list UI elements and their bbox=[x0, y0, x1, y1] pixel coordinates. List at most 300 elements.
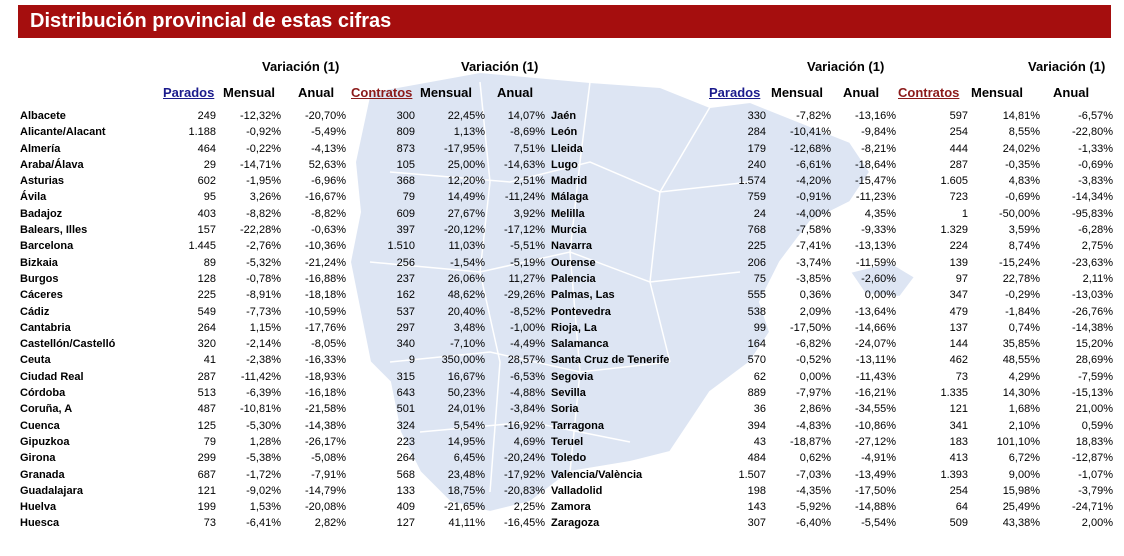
contratos-anual-cell-left: -8,69% bbox=[510, 126, 545, 139]
contratos-mensual-cell-right: 4,83% bbox=[1008, 175, 1040, 188]
contratos-cell-left: 397 bbox=[396, 224, 415, 237]
parados-mensual-cell-left: -6,41% bbox=[246, 517, 281, 530]
parados-anual-cell-right: -24,07% bbox=[855, 338, 896, 351]
contratos-mensual-cell-right: 8,74% bbox=[1008, 240, 1040, 253]
contratos-cell-left: 873 bbox=[396, 142, 415, 155]
parados-anual-cell-left: -0,63% bbox=[311, 224, 346, 237]
parados-anual-cell-right: -18,64% bbox=[855, 158, 896, 171]
province-name-right: León bbox=[551, 126, 578, 139]
contratos-link-right[interactable]: Contratos bbox=[898, 85, 960, 100]
province-name-left: Barcelona bbox=[20, 240, 74, 253]
province-name-left: Córdoba bbox=[20, 387, 66, 400]
contratos-mensual-cell-right: -0,29% bbox=[1005, 289, 1040, 302]
parados-anual-cell-left: -16,33% bbox=[305, 354, 346, 367]
contratos-cell-right: 287 bbox=[949, 158, 968, 171]
parados-mensual-cell-right: -18,87% bbox=[790, 435, 831, 448]
parados-mensual-cell-right: -6,61% bbox=[796, 158, 831, 171]
parados-anual-cell-right: -11,43% bbox=[855, 370, 896, 383]
contratos-cell-left: 223 bbox=[396, 435, 415, 448]
province-name-right: Ourense bbox=[551, 256, 596, 269]
parados-cell-left: 549 bbox=[197, 305, 216, 318]
contratos-mensual-cell-right: 15,98% bbox=[1002, 484, 1040, 497]
contratos-mensual-cell-right: 9,00% bbox=[1008, 468, 1040, 481]
contratos-cell-right: 597 bbox=[949, 110, 968, 122]
parados-mensual-cell-left: 1,28% bbox=[249, 435, 281, 448]
parados-mensual-cell-right: -4,35% bbox=[796, 484, 831, 497]
parados-mensual-cell-left: -11,42% bbox=[240, 370, 281, 383]
parados-cell-right: 484 bbox=[747, 452, 766, 465]
parados-mensual-cell-right: -0,91% bbox=[796, 191, 831, 204]
parados-anual-cell-left: -18,18% bbox=[305, 289, 346, 302]
contratos-mensual-cell-left: 11,03% bbox=[448, 240, 485, 253]
contratos-cell-right: 64 bbox=[955, 501, 968, 514]
parados-anual-cell-left: -16,67% bbox=[305, 191, 346, 204]
parados-mensual-cell-left: -6,39% bbox=[246, 387, 281, 400]
province-name-right: Pontevedra bbox=[551, 305, 611, 318]
parados-anual-cell-left: -5,49% bbox=[311, 126, 346, 139]
contratos-cell-right: 254 bbox=[949, 126, 968, 139]
province-name-left: Balears, Illes bbox=[20, 224, 88, 237]
table-row bbox=[0, 369, 1124, 385]
province-name-right: Santa Cruz de Tenerife bbox=[551, 354, 670, 367]
parados-cell-left: 602 bbox=[197, 175, 216, 188]
parados-mensual-cell-right: -6,82% bbox=[796, 338, 831, 351]
parados-anual-cell-right: -13,64% bbox=[855, 305, 896, 318]
contratos-anual-cell-right: 28,69% bbox=[1075, 354, 1113, 367]
contratos-mensual-cell-right: -0,35% bbox=[1005, 158, 1040, 171]
province-name-right: Melilla bbox=[551, 207, 585, 220]
province-name-left: Granada bbox=[20, 468, 65, 481]
parados-anual-cell-left: 52,63% bbox=[308, 158, 346, 171]
contratos-anual-cell-left: 2,51% bbox=[513, 175, 545, 188]
parados-cell-left: 487 bbox=[197, 403, 216, 416]
parados-cell-left: 264 bbox=[197, 321, 216, 334]
parados-mensual-cell-left: -0,78% bbox=[246, 272, 281, 285]
province-name-right: Málaga bbox=[551, 191, 589, 204]
parados-mensual-cell-left: -1,95% bbox=[246, 175, 281, 188]
contratos-cell-right: 139 bbox=[949, 256, 968, 269]
table-row bbox=[0, 304, 1124, 320]
contratos-anual-cell-left: -4,49% bbox=[510, 338, 545, 351]
contratos-cell-left: 237 bbox=[396, 272, 415, 285]
parados-mensual-cell-right: -7,82% bbox=[796, 110, 831, 122]
province-name-left: Guadalajara bbox=[20, 484, 83, 497]
parados-anual-cell-left: -7,91% bbox=[311, 468, 346, 481]
parados-cell-right: 99 bbox=[753, 321, 766, 334]
contratos-anual-cell-right: -95,83% bbox=[1072, 207, 1113, 220]
contratos-anual-cell-right: -6,28% bbox=[1078, 224, 1113, 237]
contratos-cell-left: 568 bbox=[396, 468, 415, 481]
table-row bbox=[0, 255, 1124, 271]
parados-mensual-cell-right: 2,09% bbox=[799, 305, 831, 318]
parados-anual-cell-right: -5,54% bbox=[861, 517, 896, 530]
contratos-anual-cell-left: 2,25% bbox=[513, 501, 545, 514]
parados-cell-left: 403 bbox=[197, 207, 216, 220]
variation-header-contratos-right: Variación (1) bbox=[1028, 59, 1106, 74]
parados-cell-left: 199 bbox=[197, 501, 216, 514]
contratos-cell-right: 1.329 bbox=[940, 224, 968, 237]
contratos-cell-left: 79 bbox=[402, 191, 415, 204]
contratos-anual-cell-right: -12,87% bbox=[1072, 452, 1113, 465]
parados-anual-cell-right: -34,55% bbox=[855, 403, 896, 416]
contratos-mensual-cell-left: 350,00% bbox=[441, 354, 485, 367]
parados-anual-cell-right: -13,16% bbox=[855, 110, 896, 122]
parados-cell-right: 198 bbox=[747, 484, 766, 497]
contratos-cell-left: 9 bbox=[408, 354, 415, 367]
parados-anual-cell-right: -17,50% bbox=[855, 484, 896, 497]
province-name-right: Navarra bbox=[551, 240, 592, 253]
parados-cell-right: 24 bbox=[753, 207, 766, 220]
parados-cell-left: 320 bbox=[197, 338, 216, 351]
contratos-mensual-cell-right: 8,55% bbox=[1008, 126, 1040, 139]
table-row bbox=[0, 515, 1124, 531]
province-name-left: Almería bbox=[20, 142, 61, 155]
province-name-right: Palencia bbox=[551, 272, 596, 285]
parados-anual-cell-left: 2,82% bbox=[314, 517, 346, 530]
parados-mensual-cell-right: -12,68% bbox=[790, 142, 831, 155]
contratos-cell-right: 254 bbox=[949, 484, 968, 497]
parados-anual-cell-left: -8,05% bbox=[311, 338, 346, 351]
province-name-right: Lleida bbox=[551, 142, 583, 155]
contratos-mensual-cell-left: 20,40% bbox=[447, 305, 485, 318]
province-name-left: Cáceres bbox=[20, 289, 63, 302]
province-name-right: Murcia bbox=[551, 224, 587, 237]
contratos-anual-cell-right: -22,80% bbox=[1072, 126, 1113, 139]
parados-cell-right: 570 bbox=[747, 354, 766, 367]
contratos-anual-cell-right: -1,33% bbox=[1078, 142, 1113, 155]
parados-mensual-cell-right: -7,03% bbox=[796, 468, 831, 481]
province-name-left: Ceuta bbox=[20, 354, 51, 367]
contratos-mensual-cell-left: 22,45% bbox=[447, 110, 485, 122]
parados-anual-cell-left: -17,76% bbox=[305, 321, 346, 334]
parados-cell-right: 179 bbox=[747, 142, 766, 155]
parados-mensual-cell-left: 1,53% bbox=[249, 501, 281, 514]
parados-anual-cell-right: -2,60% bbox=[861, 272, 896, 285]
parados-link-left[interactable]: Parados bbox=[163, 85, 215, 100]
parados-cell-right: 759 bbox=[747, 191, 766, 204]
contratos-mensual-cell-right: 2,10% bbox=[1008, 419, 1040, 432]
contratos-anual-cell-left: -17,92% bbox=[504, 468, 545, 481]
province-name-right: Valencia/València bbox=[551, 468, 643, 481]
parados-cell-left: 513 bbox=[197, 387, 216, 400]
parados-anual-cell-left: -21,58% bbox=[305, 403, 346, 416]
contratos-anual-cell-left: 7,51% bbox=[513, 142, 545, 155]
anual-header-parados-right: Anual bbox=[843, 85, 880, 100]
parados-cell-right: 538 bbox=[747, 305, 766, 318]
parados-mensual-cell-right: 0,62% bbox=[799, 452, 831, 465]
table-row bbox=[0, 108, 1124, 124]
contratos-mensual-cell-left: -7,10% bbox=[450, 338, 485, 351]
parados-cell-left: 157 bbox=[197, 224, 216, 237]
province-name-right: Palmas, Las bbox=[551, 289, 615, 302]
contratos-anual-cell-right: 2,11% bbox=[1082, 272, 1113, 285]
contratos-mensual-cell-left: 48,62% bbox=[447, 289, 485, 302]
province-name-left: Gipuzkoa bbox=[20, 435, 70, 448]
parados-mensual-cell-left: -8,82% bbox=[246, 207, 281, 220]
contratos-mensual-cell-right: 14,81% bbox=[1002, 110, 1040, 122]
contratos-cell-right: 462 bbox=[949, 354, 968, 367]
parados-mensual-cell-left: -5,38% bbox=[246, 452, 281, 465]
contratos-mensual-cell-right: 6,72% bbox=[1008, 452, 1040, 465]
table-row bbox=[0, 320, 1124, 336]
mensual-header-parados-right: Mensual bbox=[771, 85, 824, 100]
province-name-left: Cantabria bbox=[20, 321, 71, 334]
province-name-left: Badajoz bbox=[20, 207, 63, 220]
contratos-anual-cell-right: -15,13% bbox=[1072, 387, 1113, 400]
parados-anual-cell-left: -10,59% bbox=[305, 305, 346, 318]
contratos-mensual-cell-left: 1,13% bbox=[453, 126, 485, 139]
contratos-anual-cell-left: -1,00% bbox=[510, 321, 545, 334]
parados-anual-cell-right: -13,11% bbox=[855, 354, 896, 367]
contratos-cell-left: 297 bbox=[396, 321, 415, 334]
table-row bbox=[0, 206, 1124, 222]
parados-mensual-cell-right: -4,83% bbox=[796, 419, 831, 432]
parados-anual-cell-left: -20,08% bbox=[305, 501, 346, 514]
parados-mensual-cell-left: -5,30% bbox=[246, 419, 281, 432]
table-row bbox=[0, 189, 1124, 205]
contratos-link-left[interactable]: Contratos bbox=[351, 85, 413, 100]
contratos-anual-cell-left: 28,57% bbox=[507, 354, 545, 367]
parados-anual-cell-right: 0,00% bbox=[864, 289, 896, 302]
parados-cell-left: 73 bbox=[203, 517, 216, 530]
parados-mensual-cell-left: -7,73% bbox=[246, 305, 281, 318]
parados-cell-left: 464 bbox=[197, 142, 216, 155]
parados-mensual-cell-right: -3,85% bbox=[796, 272, 831, 285]
parados-anual-cell-right: -8,21% bbox=[861, 142, 896, 155]
table-row bbox=[0, 124, 1124, 140]
contratos-anual-cell-left: -16,45% bbox=[504, 517, 545, 530]
contratos-anual-cell-right: -14,38% bbox=[1072, 321, 1113, 334]
contratos-cell-left: 300 bbox=[396, 110, 415, 122]
table-row bbox=[0, 173, 1124, 189]
parados-anual-cell-left: -21,24% bbox=[305, 256, 346, 269]
contratos-anual-cell-right: -14,34% bbox=[1072, 191, 1113, 204]
parados-mensual-cell-left: 3,26% bbox=[249, 191, 281, 204]
parados-anual-cell-right: -27,12% bbox=[855, 435, 896, 448]
province-name-right: Salamanca bbox=[551, 338, 609, 351]
table-row bbox=[0, 385, 1124, 401]
contratos-mensual-cell-right: 25,49% bbox=[1002, 501, 1040, 514]
contratos-mensual-cell-left: 23,48% bbox=[447, 468, 485, 481]
contratos-anual-cell-left: -17,12% bbox=[504, 224, 545, 237]
contratos-mensual-cell-right: 1,68% bbox=[1008, 403, 1040, 416]
parados-cell-right: 889 bbox=[747, 387, 766, 400]
contratos-cell-right: 121 bbox=[949, 403, 968, 416]
contratos-cell-left: 537 bbox=[396, 305, 415, 318]
mensual-header-parados-left: Mensual bbox=[223, 85, 276, 100]
contratos-cell-left: 1.510 bbox=[387, 240, 415, 253]
parados-anual-cell-left: -16,88% bbox=[305, 272, 346, 285]
parados-anual-cell-right: -4,91% bbox=[861, 452, 896, 465]
contratos-anual-cell-left: -5,51% bbox=[510, 240, 545, 253]
parados-cell-right: 240 bbox=[747, 158, 766, 171]
contratos-cell-right: 1.393 bbox=[940, 468, 968, 481]
parados-mensual-cell-right: -5,92% bbox=[796, 501, 831, 514]
parados-cell-left: 95 bbox=[203, 191, 216, 204]
contratos-anual-cell-left: 4,69% bbox=[513, 435, 545, 448]
parados-anual-cell-right: -9,84% bbox=[861, 126, 896, 139]
province-name-right: Segovia bbox=[551, 370, 594, 383]
table-row bbox=[0, 336, 1124, 352]
parados-anual-cell-left: -8,82% bbox=[311, 207, 346, 220]
contratos-anual-cell-right: -24,71% bbox=[1072, 501, 1113, 514]
contratos-anual-cell-left: -20,83% bbox=[504, 484, 545, 497]
parados-anual-cell-right: -14,66% bbox=[855, 321, 896, 334]
contratos-anual-cell-left: -11,24% bbox=[504, 191, 545, 204]
province-name-left: Girona bbox=[20, 452, 56, 465]
province-name-right: Zaragoza bbox=[551, 517, 600, 530]
parados-mensual-cell-left: -14,71% bbox=[240, 158, 281, 171]
contratos-cell-right: 341 bbox=[949, 419, 968, 432]
mensual-header-contratos-left: Mensual bbox=[420, 85, 473, 100]
contratos-cell-left: 256 bbox=[396, 256, 415, 269]
table-row bbox=[0, 434, 1124, 450]
contratos-mensual-cell-left: -17,95% bbox=[444, 142, 485, 155]
parados-mensual-cell-right: -7,41% bbox=[796, 240, 831, 253]
province-name-left: Albacete bbox=[20, 110, 66, 122]
province-name-left: Ciudad Real bbox=[20, 370, 84, 383]
parados-cell-right: 164 bbox=[747, 338, 766, 351]
parados-cell-left: 41 bbox=[203, 354, 216, 367]
parados-anual-cell-left: -18,93% bbox=[305, 370, 346, 383]
parados-link-right[interactable]: Parados bbox=[709, 85, 761, 100]
contratos-anual-cell-right: -1,07% bbox=[1078, 468, 1113, 481]
contratos-anual-cell-right: -3,79% bbox=[1078, 484, 1113, 497]
parados-cell-left: 29 bbox=[203, 158, 216, 171]
parados-mensual-cell-left: -2,38% bbox=[246, 354, 281, 367]
anual-header-parados-left: Anual bbox=[298, 85, 335, 100]
province-name-right: Zamora bbox=[551, 501, 591, 514]
contratos-cell-left: 501 bbox=[396, 403, 415, 416]
parados-anual-cell-right: 4,35% bbox=[864, 207, 896, 220]
contratos-cell-right: 444 bbox=[949, 142, 968, 155]
page-title: Distribución provincial de estas cifras bbox=[18, 5, 1111, 38]
contratos-anual-cell-right: 0,59% bbox=[1081, 419, 1113, 432]
parados-cell-left: 128 bbox=[197, 272, 216, 285]
province-name-left: Cuenca bbox=[20, 419, 60, 432]
parados-cell-right: 1.574 bbox=[738, 175, 766, 188]
parados-cell-left: 299 bbox=[197, 452, 216, 465]
table-row bbox=[0, 450, 1124, 466]
parados-cell-left: 125 bbox=[197, 419, 216, 432]
parados-mensual-cell-left: -9,02% bbox=[246, 484, 281, 497]
province-name-left: Bizkaia bbox=[20, 256, 58, 269]
parados-cell-right: 43 bbox=[753, 435, 766, 448]
contratos-anual-cell-left: -6,53% bbox=[510, 370, 545, 383]
parados-mensual-cell-left: -22,28% bbox=[240, 224, 281, 237]
contratos-cell-right: 1.335 bbox=[940, 387, 968, 400]
parados-cell-right: 307 bbox=[747, 517, 766, 530]
contratos-anual-cell-right: 15,20% bbox=[1075, 338, 1113, 351]
contratos-cell-right: 1.605 bbox=[940, 175, 968, 188]
parados-mensual-cell-left: -2,14% bbox=[246, 338, 281, 351]
contratos-cell-right: 97 bbox=[955, 272, 968, 285]
province-name-left: Araba/Álava bbox=[20, 158, 84, 171]
parados-anual-cell-right: -13,13% bbox=[855, 240, 896, 253]
contratos-cell-left: 127 bbox=[396, 517, 415, 530]
table-row bbox=[0, 352, 1124, 368]
contratos-mensual-cell-right: 0,74% bbox=[1008, 321, 1040, 334]
parados-mensual-cell-right: -6,40% bbox=[796, 517, 831, 530]
parados-anual-cell-right: -13,49% bbox=[855, 468, 896, 481]
parados-anual-cell-right: -11,59% bbox=[855, 256, 896, 269]
province-name-left: Cádiz bbox=[20, 305, 50, 318]
province-table bbox=[0, 108, 1124, 532]
parados-cell-right: 330 bbox=[747, 110, 766, 122]
variation-header-contratos-left: Variación (1) bbox=[461, 59, 539, 74]
contratos-cell-left: 643 bbox=[396, 387, 415, 400]
contratos-anual-cell-right: 21,00% bbox=[1075, 403, 1113, 416]
parados-mensual-cell-right: -4,00% bbox=[796, 207, 831, 220]
parados-cell-left: 1.188 bbox=[188, 126, 216, 139]
contratos-mensual-cell-left: 25,00% bbox=[447, 158, 485, 171]
contratos-anual-cell-right: -6,57% bbox=[1078, 110, 1113, 122]
parados-anual-cell-left: -20,70% bbox=[305, 110, 346, 122]
province-name-left: Coruña, A bbox=[20, 403, 73, 416]
province-name-left: Burgos bbox=[20, 272, 59, 285]
contratos-mensual-cell-left: 24,01% bbox=[447, 403, 485, 416]
contratos-cell-left: 340 bbox=[396, 338, 415, 351]
parados-cell-right: 768 bbox=[747, 224, 766, 237]
province-name-left: Asturias bbox=[20, 175, 65, 188]
variation-header-parados-left: Variación (1) bbox=[262, 59, 340, 74]
contratos-mensual-cell-right: 101,10% bbox=[996, 435, 1040, 448]
contratos-mensual-cell-right: 43,38% bbox=[1002, 517, 1040, 530]
parados-cell-right: 555 bbox=[747, 289, 766, 302]
parados-anual-cell-left: -4,13% bbox=[311, 142, 346, 155]
parados-cell-left: 687 bbox=[197, 468, 216, 481]
contratos-mensual-cell-left: 26,06% bbox=[447, 272, 485, 285]
parados-anual-cell-right: -15,47% bbox=[855, 175, 896, 188]
contratos-cell-right: 509 bbox=[949, 517, 968, 530]
province-name-left: Huelva bbox=[20, 501, 57, 514]
contratos-cell-left: 324 bbox=[396, 419, 415, 432]
parados-mensual-cell-right: 0,36% bbox=[799, 289, 831, 302]
province-name-right: Teruel bbox=[551, 435, 584, 448]
contratos-mensual-cell-left: 3,48% bbox=[453, 321, 485, 334]
contratos-mensual-cell-left: -20,12% bbox=[444, 224, 485, 237]
parados-mensual-cell-left: -12,32% bbox=[240, 110, 281, 122]
table-row bbox=[0, 483, 1124, 499]
parados-anual-cell-right: -10,86% bbox=[855, 419, 896, 432]
contratos-mensual-cell-left: 6,45% bbox=[453, 452, 485, 465]
province-name-right: Valladolid bbox=[551, 484, 603, 497]
contratos-mensual-cell-left: 14,49% bbox=[447, 191, 485, 204]
parados-mensual-cell-right: -0,52% bbox=[796, 354, 831, 367]
contratos-cell-left: 162 bbox=[396, 289, 415, 302]
table-row bbox=[0, 238, 1124, 254]
contratos-anual-cell-right: -26,76% bbox=[1072, 305, 1113, 318]
parados-cell-left: 79 bbox=[203, 435, 216, 448]
parados-mensual-cell-right: -4,20% bbox=[796, 175, 831, 188]
contratos-cell-right: 723 bbox=[949, 191, 968, 204]
contratos-mensual-cell-right: 22,78% bbox=[1002, 272, 1040, 285]
parados-anual-cell-right: -14,88% bbox=[855, 501, 896, 514]
contratos-mensual-cell-right: 3,59% bbox=[1008, 224, 1040, 237]
contratos-anual-cell-right: -23,63% bbox=[1072, 256, 1113, 269]
parados-mensual-cell-left: -1,72% bbox=[246, 468, 281, 481]
parados-cell-right: 225 bbox=[747, 240, 766, 253]
table-row bbox=[0, 157, 1124, 173]
parados-mensual-cell-left: -10,81% bbox=[240, 403, 281, 416]
contratos-cell-right: 183 bbox=[949, 435, 968, 448]
contratos-anual-cell-left: -16,92% bbox=[504, 419, 545, 432]
parados-cell-right: 1.507 bbox=[738, 468, 766, 481]
contratos-cell-right: 144 bbox=[949, 338, 968, 351]
province-name-right: Soria bbox=[551, 403, 579, 416]
contratos-anual-cell-left: -20,24% bbox=[504, 452, 545, 465]
contratos-anual-cell-left: -29,26% bbox=[504, 289, 545, 302]
